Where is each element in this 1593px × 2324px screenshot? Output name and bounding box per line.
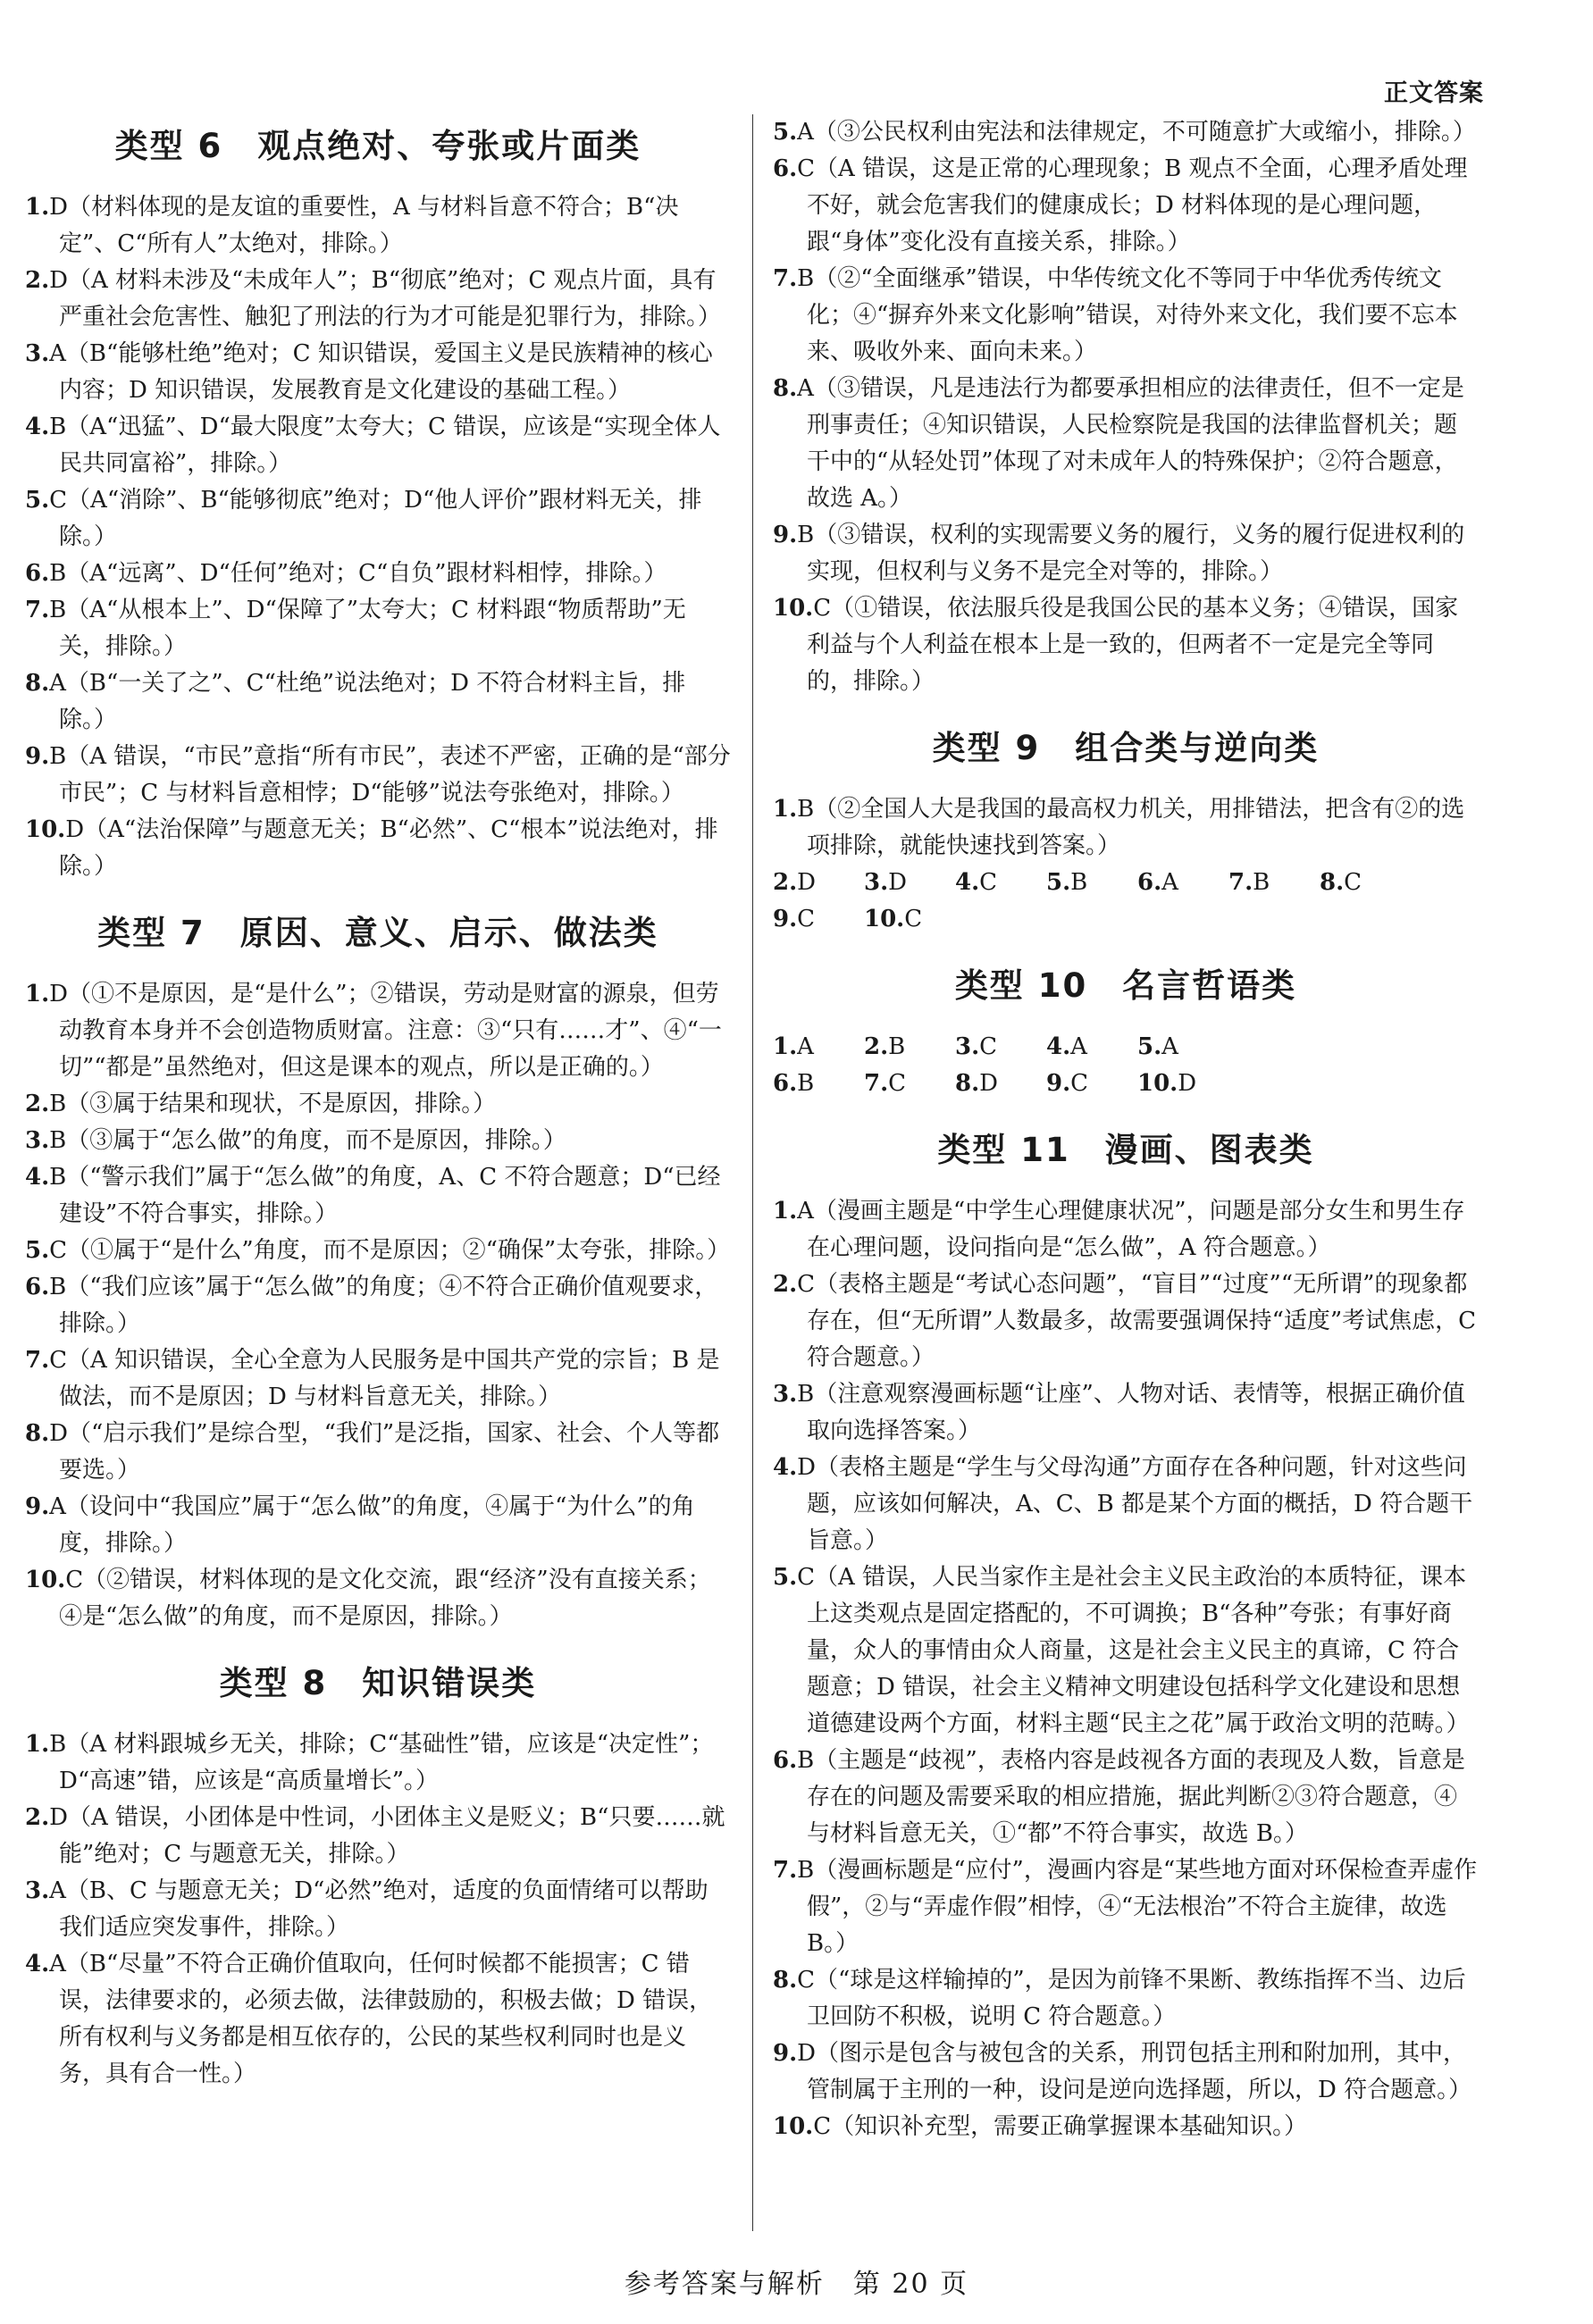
- answer-text: B（A“从根本上”、D“保障了”太夸大；C 材料跟“物质帮助”无关，排除。）: [49, 597, 686, 660]
- answer-item: [25, 263, 731, 336]
- answer-text: D（①不是原因，是“是什么”；②错误，劳动是财富的源泉，但劳动教育本身并不会创造物质财富。注意：③“只有……才”、④“一切”“都是”虽然绝对，但这是课本的观点，所以是正确的。）: [49, 981, 722, 1081]
- answer-item: [25, 1159, 731, 1233]
- answer-item: [773, 2036, 1479, 2109]
- short-answer: [864, 1029, 935, 1066]
- short-answer-number: 4.: [955, 869, 980, 896]
- short-answer-choice: C: [1344, 869, 1362, 896]
- answer-text: C（A 错误，这是正常的心理现象；B 观点不全面，心理矛盾处理不好，就会危害我们的健康成长；D 材料体现的是心理问题，跟“身体”变化没有直接关系，排除。）: [797, 155, 1468, 255]
- answer-item: [25, 1416, 731, 1489]
- short-answer-number: 10.: [864, 906, 905, 932]
- type8-list: [25, 1726, 731, 2093]
- answer-number: 4.: [25, 1951, 50, 1977]
- short-answer-choice: C: [904, 906, 923, 932]
- short-answer-number: 7.: [864, 1070, 889, 1097]
- answer-item: [773, 1962, 1479, 2036]
- short-answer-number: 1.: [773, 1033, 798, 1060]
- answer-item: [25, 1233, 731, 1269]
- answer-number: 5.: [25, 487, 50, 514]
- short-answer-choice: C: [979, 869, 998, 896]
- answer-item: [25, 812, 731, 885]
- short-answer: [1137, 865, 1209, 901]
- answer-number: 6.: [25, 1274, 50, 1300]
- answer-item: [25, 1489, 731, 1562]
- answer-number: 3.: [25, 1877, 50, 1904]
- answer-text: B（“警示我们”属于“怎么做”的角度，A、C 不符合题意；D“已经建设”不符合事实，排除。）: [49, 1164, 721, 1227]
- short-answer-number: 2.: [773, 869, 798, 896]
- short-answer: [1137, 1029, 1209, 1066]
- short-answer: [1320, 865, 1391, 901]
- answer-text: A（B“尽量”不符合正确价值取向，任何时候都不能损害；C 错误，法律要求的，必须去做，法律鼓励的，积极去做；D 错误，所有权利与义务都是相互依存的，公民的某些权利同时也是义务，具有合一性。）: [49, 1951, 713, 2087]
- answer-item: [773, 371, 1479, 517]
- answer-number: 3.: [25, 1127, 50, 1154]
- short-answer-number: 2.: [864, 1033, 889, 1060]
- answer-text: C（“球是这样输掉的”，是因为前锋不果断、教练指挥不当、边后卫回防不积极，说明 C 符合题意。）: [797, 1967, 1466, 2030]
- short-answer-number: 6.: [1137, 869, 1162, 896]
- answer-number: 6.: [773, 1747, 798, 1774]
- short-answer: [955, 1029, 1027, 1066]
- short-answer-choice: B: [1070, 869, 1088, 896]
- answer-text: B（主题是“歧视”，表格内容是歧视各方面的表现及人数，旨意是存在的问题及需要采取的相应措施，据此判断②③符合题意，④与材料旨意无关，①“都”不符合事实，故选 B。）: [797, 1747, 1465, 1847]
- answer-number: 1.: [25, 1731, 50, 1758]
- section-title-type7: 类型 7 原因、意义、启示、做法类: [97, 914, 658, 952]
- answer-item: [773, 791, 1479, 865]
- answer-item: [25, 556, 731, 592]
- answer-item: [773, 114, 1479, 151]
- answer-text: D（A 错误，小团体是中性词，小团体主义是贬义；B“只要……就能”绝对；C 与题意无关，排除。）: [49, 1804, 725, 1868]
- short-answer: [1046, 1029, 1118, 1066]
- answer-number: 2.: [25, 1091, 50, 1117]
- answer-text: B（③属于“怎么做”的角度，而不是原因，排除。）: [49, 1127, 566, 1154]
- short-answer-number: 8.: [1320, 869, 1345, 896]
- answer-text: A（③公民权利由宪法和法律规定，不可随意扩大或缩小，排除。）: [797, 119, 1476, 146]
- section-title-type8: 类型 8 知识错误类: [219, 1664, 537, 1702]
- answer-text: C（A“消除”、B“能够彻底”绝对；D“他人评价”跟材料无关，排除。）: [49, 487, 702, 550]
- answer-number: 2.: [25, 1804, 50, 1831]
- short-answer-number: 3.: [955, 1033, 980, 1060]
- answer-number: 4.: [25, 1164, 50, 1191]
- answer-number: 10.: [25, 816, 66, 843]
- type10-answer-row-1: [773, 1029, 1479, 1066]
- answer-text: B（③错误，权利的实现需要义务的履行，义务的履行促进权利的实现，但权利与义务不是完全对等的，排除。）: [797, 522, 1465, 585]
- short-answer-choice: A: [1161, 1033, 1178, 1060]
- answer-item: [773, 1193, 1479, 1266]
- answer-text: B（A 材料跟城乡无关，排除；C“基础性”错，应该是“决定性”；D“高速”错，应该是“高质量增长”。）: [49, 1731, 714, 1794]
- answer-number: 6.: [773, 155, 798, 182]
- answer-text: B（A 错误，“市民”意指“所有市民”，表述不严密，正确的是“部分市民”；C 与材料旨意相悖；D“能够”说法夸张绝对，排除。）: [49, 743, 731, 807]
- answer-item: [25, 665, 731, 739]
- answer-number: 9.: [773, 2040, 798, 2067]
- answer-text: A（B、C 与题意无关；D“必然”绝对，适度的负面情绪可以帮助我们适应突发事件，排除。）: [49, 1877, 708, 1941]
- short-answer-number: 8.: [955, 1070, 980, 1097]
- type11-list: [773, 1193, 1479, 2145]
- short-answer-choice: C: [797, 906, 816, 932]
- answer-item: [25, 1269, 731, 1342]
- answer-number: 2.: [25, 267, 50, 294]
- short-answer: [1228, 865, 1300, 901]
- answer-item: [773, 1266, 1479, 1376]
- type6-list: [25, 189, 731, 885]
- answer-number: 9.: [25, 1493, 50, 1520]
- short-answer: [864, 1066, 935, 1102]
- short-answer-choice: D: [797, 869, 817, 896]
- answer-number: 4.: [25, 414, 50, 440]
- answer-item: [25, 1123, 731, 1159]
- answer-number: 8.: [25, 1420, 50, 1447]
- short-answer-choice: A: [1070, 1033, 1087, 1060]
- answer-item: [773, 2109, 1479, 2145]
- answer-number: 2.: [773, 1271, 798, 1298]
- answer-item: [773, 1559, 1479, 1743]
- short-answer: [773, 901, 844, 938]
- answer-number: 9.: [773, 522, 798, 548]
- short-answer: [955, 1066, 1027, 1102]
- left-column: [25, 114, 731, 2093]
- short-answer: [773, 865, 844, 901]
- type8-cont-list: [773, 114, 1479, 700]
- answer-item: [773, 590, 1479, 700]
- answer-item: [25, 1873, 731, 1946]
- answer-text: B（“我们应该”属于“怎么做”的角度；④不符合正确价值观要求，排除。）: [49, 1274, 718, 1337]
- answer-text: C（A 知识错误，全心全意为人民服务是中国共产党的宗旨；B 是做法，而不是原因；D 与材料旨意无关，排除。）: [49, 1347, 720, 1410]
- short-answer: [955, 865, 1027, 901]
- answer-text: A（设问中“我国应”属于“怎么做”的角度，④属于“为什么”的角度，排除。）: [49, 1493, 695, 1557]
- answer-item: [25, 1726, 731, 1800]
- section-title-type11: 类型 11 漫画、图表类: [937, 1131, 1314, 1169]
- answer-item: [25, 976, 731, 1086]
- short-answer: [1046, 1066, 1118, 1102]
- answer-number: 5.: [25, 1237, 50, 1264]
- header-label: 正文答案: [1384, 79, 1484, 107]
- answer-number: 1.: [773, 1198, 798, 1225]
- answer-number: 8.: [25, 670, 50, 697]
- answer-item: [25, 592, 731, 665]
- answer-text: C（知识补充型，需要正确掌握课本基础知识。）: [813, 2113, 1308, 2140]
- short-answer-number: 7.: [1228, 869, 1253, 896]
- short-answer-choice: A: [1161, 869, 1178, 896]
- answer-number: 7.: [773, 265, 798, 292]
- answer-text: D（图示是包含与被包含的关系，刑罚包括主刑和附加刑，其中，管制属于主刑的一种，设问是逆向选择题，所以，D 符合题意。）: [797, 2040, 1472, 2103]
- section-title-type9: 类型 9 组合类与逆向类: [932, 729, 1320, 767]
- answer-item: [773, 261, 1479, 371]
- short-answer: [1137, 1066, 1209, 1102]
- answer-number: 1.: [25, 981, 50, 1007]
- answer-number: 8.: [773, 375, 798, 402]
- column-divider: [752, 114, 753, 2231]
- answer-text: D（材料体现的是友谊的重要性，A 与材料旨意不符合；B“决定”、C“所有人”太绝对，排除。）: [49, 194, 679, 257]
- short-answer-choice: D: [888, 869, 908, 896]
- short-answer: [864, 865, 935, 901]
- answer-item: [773, 1852, 1479, 1962]
- short-answer-number: 5.: [1137, 1033, 1162, 1060]
- answer-text: D（“启示我们”是综合型，“我们”是泛指，国家、社会、个人等都要选。）: [49, 1420, 720, 1484]
- answer-text: C（①错误，依法服兵役是我国公民的基本义务；④错误，国家利益与个人利益在根本上是一致的，但两者不一定是完全等同的，排除。）: [807, 595, 1459, 695]
- answer-number: 10.: [773, 2113, 814, 2140]
- answer-number: 6.: [25, 560, 50, 587]
- answer-text: A（B“能够杜绝”绝对；C 知识错误，爱国主义是民族精神的核心内容；D 知识错误，发展教育是文化建设的基础工程。）: [49, 340, 713, 404]
- short-answer-choice: A: [797, 1033, 814, 1060]
- answer-item: [25, 1800, 731, 1873]
- answer-number: 3.: [25, 340, 50, 367]
- answer-text: A（③错误，凡是违法行为都要承担相应的法律责任，但不一定是刑事责任；④知识错误，人民检察院是我国的法律监督机关；题干中的“从轻处罚”体现了对未成年人的特殊保护；②符合题意，故选 A。）: [797, 375, 1464, 512]
- answer-text: C（表格主题是“考试心态问题”，“盲目”“过度”“无所谓”的现象都存在，但“无所谓”人数最多，故需要强调保持“适度”考试焦虑，C 符合题意。）: [797, 1271, 1477, 1371]
- answer-text: B（漫画标题是“应付”，漫画内容是“某些地方面对环保检查弄虚作假”，②与“弄虚作假”相悖，④“无法根治”不符合主旋律，故选 B。）: [797, 1857, 1478, 1957]
- answer-number: 5.: [773, 119, 798, 146]
- short-answer-choice: C: [888, 1070, 907, 1097]
- answer-number: 1.: [773, 796, 798, 823]
- short-answer-number: 5.: [1046, 869, 1071, 896]
- answer-text: D（A“法治保障”与题意无关；B“必然”、C“根本”说法绝对，排除。）: [59, 816, 718, 880]
- answer-item: [25, 336, 731, 409]
- answer-text: B（②全国人大是我国的最高权力机关，用排错法，把含有②的选项排除，就能快速找到答案。）: [797, 796, 1465, 859]
- short-answer-choice: D: [979, 1070, 999, 1097]
- short-answer: [773, 1029, 844, 1066]
- short-answer-number: 9.: [1046, 1070, 1071, 1097]
- answer-text: A（B“一关了之”、C“杜绝”说法绝对；D 不符合材料主旨，排除。）: [49, 670, 686, 733]
- answer-item: [773, 151, 1479, 261]
- answer-text: B（注意观察漫画标题“让座”、人物对话、表情等，根据正确价值取向选择答案。）: [797, 1381, 1465, 1444]
- short-answer-choice: C: [979, 1033, 998, 1060]
- answer-text: D（A 材料未涉及“未成年人”；B“彻底”绝对；C 观点片面，具有严重社会危害性、触犯了刑法的行为才可能是犯罪行为，排除。）: [49, 267, 722, 330]
- answer-text: B（②“全面继承”错误，中华传统文化不等同于中华优秀传统文化；④“摒弃外来文化影响”错误，对待外来文化，我们要不忘本来、吸收外来、面向未来。）: [797, 265, 1458, 365]
- type9-answer-grid: [773, 865, 1479, 938]
- short-answer-number: 6.: [773, 1070, 798, 1097]
- answer-text: B（③属于结果和现状，不是原因，排除。）: [49, 1091, 497, 1117]
- answer-item: [25, 189, 731, 263]
- short-answer-choice: B: [797, 1070, 815, 1097]
- short-answer: [1046, 865, 1118, 901]
- type10-answer-row-2: [773, 1066, 1479, 1102]
- answer-item: [25, 409, 731, 482]
- answer-item: [25, 739, 731, 812]
- answer-text: C（①属于“是什么”角度，而不是原因；②“确保”太夸张，排除。）: [49, 1237, 731, 1264]
- answer-number: 10.: [25, 1567, 66, 1593]
- short-answer-choice: C: [1070, 1070, 1089, 1097]
- answer-item: [25, 1562, 731, 1635]
- section-title-type10: 类型 10 名言哲语类: [954, 966, 1297, 1005]
- page-footer: 参考答案与解析 第 20 页: [624, 2269, 969, 2300]
- short-answer-choice: D: [1178, 1070, 1197, 1097]
- short-answer-choice: B: [1253, 869, 1270, 896]
- type9-list: [773, 791, 1479, 865]
- answer-item: [773, 1450, 1479, 1559]
- answer-text: C（②错误，材料体现的是文化交流，跟“经济”没有直接关系；④是“怎么做”的角度，而不是原因，排除。）: [59, 1567, 711, 1630]
- answer-item: [773, 1376, 1479, 1450]
- answer-text: D（表格主题是“学生与父母沟通”方面存在各种问题，针对这些问题，应该如何解决，A、C、B 都是某个方面的概括，D 符合题干旨意。）: [797, 1454, 1473, 1554]
- short-answer: [864, 901, 935, 938]
- answer-number: 5.: [773, 1564, 798, 1591]
- answer-text: B（A“迅猛”、D“最大限度”太夸大；C 错误，应该是“实现全体人民共同富裕”，排除。）: [49, 414, 721, 477]
- answer-item: [25, 1946, 731, 2093]
- answer-text: B（A“远离”、D“任何”绝对；C“自负”跟材料相悖，排除。）: [49, 560, 667, 587]
- right-column: [773, 114, 1479, 2145]
- short-answer-number: 3.: [864, 869, 889, 896]
- section-title-type6: 类型 6 观点绝对、夸张或片面类: [114, 127, 641, 165]
- answer-item: [773, 517, 1479, 590]
- answer-text: A（漫画主题是“中学生心理健康状况”，问题是部分女生和男生存在心理问题，设问指向是“怎么做”，A 符合题意。）: [797, 1198, 1465, 1261]
- answer-number: 4.: [773, 1454, 798, 1481]
- answer-item: [25, 482, 731, 556]
- short-answer-number: 10.: [1137, 1070, 1178, 1097]
- answer-number: 1.: [25, 194, 50, 221]
- short-answer-number: 9.: [773, 906, 798, 932]
- short-answer-choice: B: [888, 1033, 906, 1060]
- answer-number: 9.: [25, 743, 50, 770]
- answer-item: [773, 1743, 1479, 1852]
- answer-number: 7.: [25, 597, 50, 623]
- answer-number: 8.: [773, 1967, 798, 1994]
- answer-number: 7.: [773, 1857, 798, 1884]
- answer-text: C（A 错误，人民当家作主是社会主义民主政治的本质特征，课本上这类观点是固定搭配的，不可调换；B“各种”夸张；有事好商量，众人的事情由众人商量，这是社会主义民主的真谛，C 符合题意；D 错误，社会主义精神文明建设包括科学文化建设和思想道德建设两个方面，材料主题“民主之花”属于政治文明的范畴。）: [797, 1564, 1470, 1737]
- short-answer-number: 4.: [1046, 1033, 1071, 1060]
- answer-item: [25, 1086, 731, 1123]
- type7-list: [25, 976, 731, 1635]
- answer-number: 7.: [25, 1347, 50, 1374]
- short-answer: [773, 1066, 844, 1102]
- answer-number: 3.: [773, 1381, 798, 1408]
- answer-number: 10.: [773, 595, 814, 622]
- answer-item: [25, 1342, 731, 1416]
